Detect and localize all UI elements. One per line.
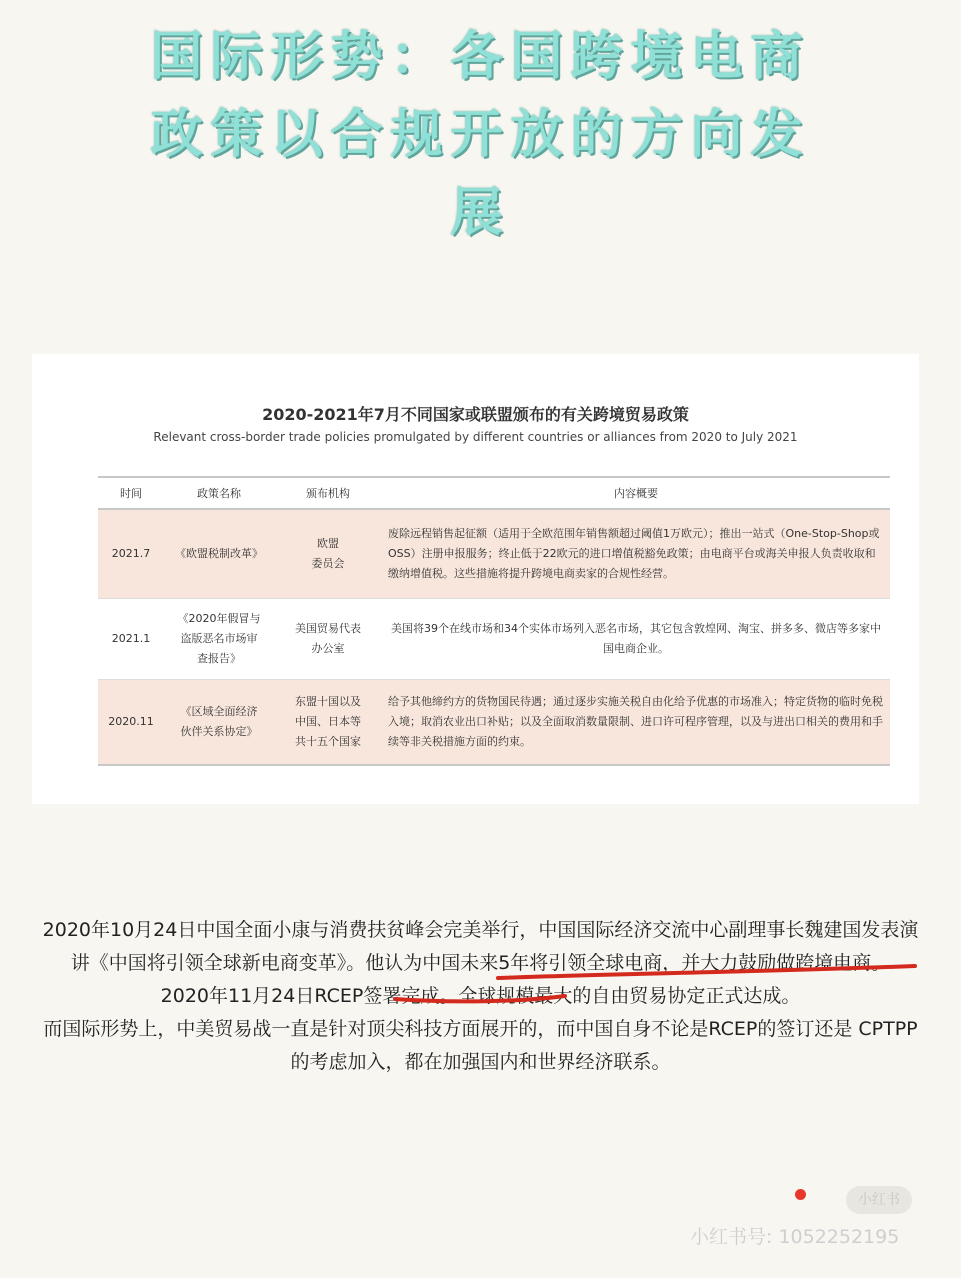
agency-line: 美国贸易代表 (295, 622, 361, 635)
policy-line: 伙伴关系协定》 (180, 725, 258, 738)
table-row (98, 599, 890, 680)
paragraph-1 (40, 914, 921, 980)
cell-agency (274, 509, 382, 599)
article-body (40, 914, 921, 1079)
cell-agency (274, 599, 382, 680)
paragraph-2: 2020年11月24日RCEP签署完成。全球规模最大的自由贸易协定正式达成。 (160, 985, 801, 1007)
policy-line: 盗版恶名市场审 (180, 632, 258, 645)
policy-table-card (32, 354, 919, 804)
cell-agency (274, 680, 382, 766)
header-policy: 政策名称 (164, 477, 274, 509)
cell-content: 给予其他缔约方的货物国民待遇；通过逐步实施关税自由化给予优惠的市场准入；特定货物的临时免税入境；取消农业出口补贴；以及全面取消数量限制、进口许可程序管理，以及与进出口相关的费用和手续等非关税措施方面的约束。 (382, 680, 890, 766)
table-row (98, 680, 890, 766)
cell-time: 2020.11 (98, 680, 164, 766)
cell-policy (164, 599, 274, 680)
xiaohongshu-logo: 小红书 (846, 1186, 912, 1214)
title-line-3: 展 (450, 183, 511, 243)
page-title (0, 18, 961, 252)
agency-line: 办公室 (311, 642, 345, 655)
header-content: 内容概要 (382, 477, 890, 509)
table-title: 2020-2021年7月不同国家或联盟颁布的有关跨境贸易政策 (262, 405, 689, 424)
header-agency: 颁布机构 (274, 477, 382, 509)
policy-line: 《2020年假冒与 (177, 612, 261, 625)
title-line-2: 政策以合规开放的方向发 (150, 105, 811, 165)
agency-line: 东盟十国以及 (295, 695, 361, 708)
paragraph-3: 而国际形势上，中美贸易战一直是针对顶尖科技方面展开的，而中国自身不论是RCEP的签订还是 CPTPP的考虑加入，都在加强国内和世界经济联系。 (43, 1018, 918, 1073)
table-subtitle: Relevant cross-border trade policies promulgated by different countries or alliances from 2020 to July 2021 (153, 430, 798, 444)
title-line-1: 国际形势：各国跨境电商 (150, 27, 811, 87)
table-row (98, 509, 890, 599)
table-header-row (98, 477, 890, 509)
header-time: 时间 (98, 477, 164, 509)
red-dot-icon (795, 1189, 806, 1200)
cell-policy (164, 680, 274, 766)
cell-policy: 《欧盟税制改革》 (164, 509, 274, 599)
policy-line: 《区域全面经济 (180, 705, 258, 718)
paragraph-1-text: 2020年10月24日中国全面小康与消费扶贫峰会完美举行，中国国际经济交流中心副理事长魏建国发表演讲《中国将引领全球新电商变革》。 (42, 919, 919, 974)
policy-table (98, 476, 890, 766)
cell-content: 美国将39个在线市场和34个实体市场列入恶名市场，其它包含敦煌网、淘宝、拼多多、微店等多家中国电商企业。 (382, 599, 890, 680)
cell-time: 2021.7 (98, 509, 164, 599)
agency-line: 欧盟 (317, 537, 339, 550)
agency-line: 共十五个国家 (295, 735, 361, 748)
policy-line: 查报告》 (197, 652, 241, 665)
highlighted-quote: 他认为中国未来5年将引领全球电商，并大力鼓励做跨境电商。 (365, 952, 891, 974)
watermark-id: 小红书号: 1052252195 (690, 1226, 900, 1248)
cell-time: 2021.1 (98, 599, 164, 680)
agency-line: 中国、日本等 (295, 715, 361, 728)
cell-content: 废除远程销售起征额（适用于全欧范围年销售额超过阈值1万欧元）；推出一站式（One-Stop-Shop或OSS）注册申报服务；终止低于22欧元的进口增值税豁免政策；由电商平台或海关申报人负责收取和缴纳增值税。这些措施将提升跨境电商卖家的合规性经营。 (382, 509, 890, 599)
agency-line: 委员会 (311, 557, 345, 570)
